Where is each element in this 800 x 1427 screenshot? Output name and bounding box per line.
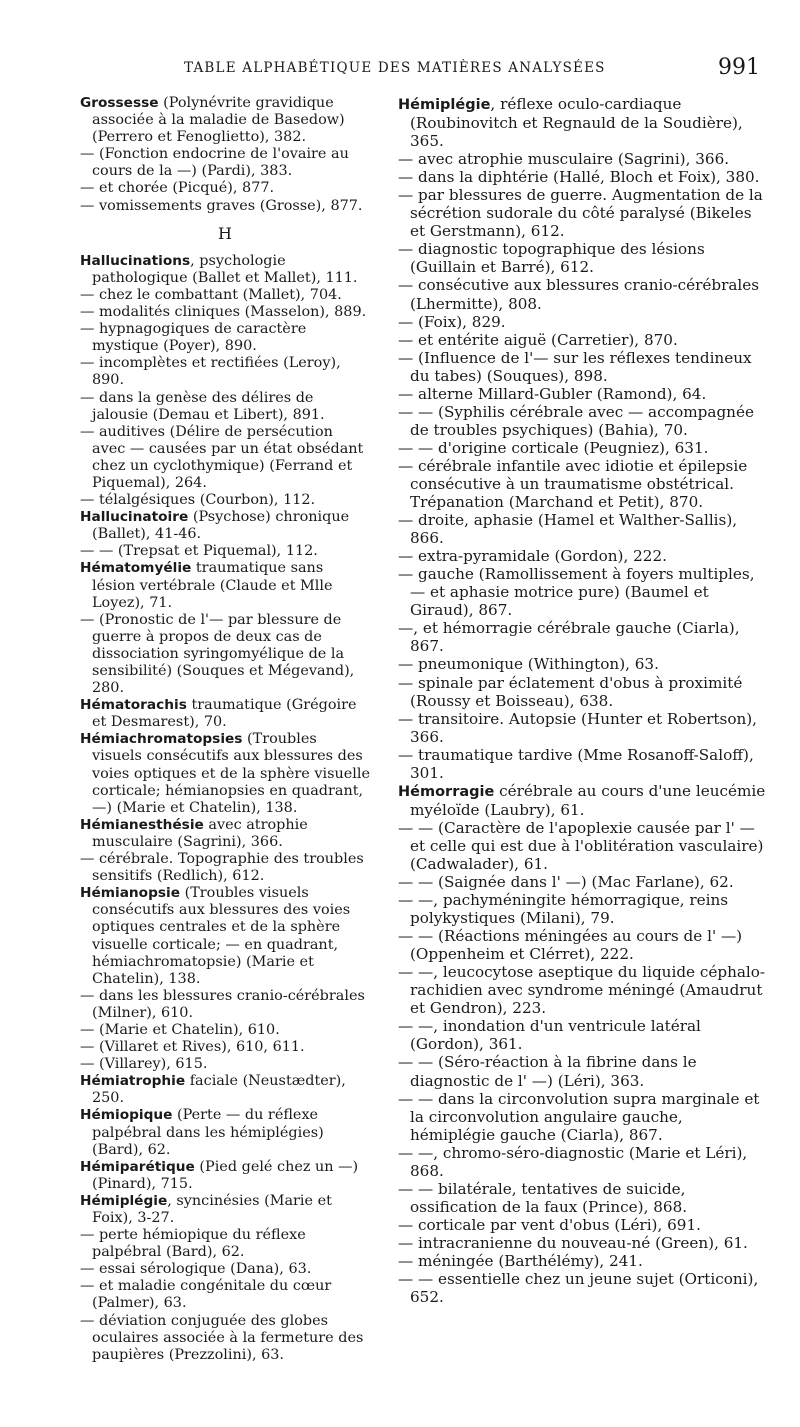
entry-text: traumatique (Grégoire et Desmarest), 70. [92,697,357,731]
entry-text: — essai sérologique (Dana), 63. [80,1261,312,1278]
index-subentry [80,424,370,492]
page-number: 991 [718,55,760,80]
entry-text: — télalgésiques (Courbon), 112. [80,492,316,509]
index-subentry [398,565,766,619]
entry-text: — droite, aphasie (Hamel et Walther-Sallis), 866. [398,511,738,548]
index-subentry [398,1053,766,1089]
index-subentry [80,1056,370,1073]
index-subentry [80,543,370,560]
entry-text: — modalités cliniques (Masselon), 889. [80,304,367,321]
index-subentry [398,819,766,873]
index-entry [80,1073,370,1107]
entry-text: — —, chromo-séro-diagnostic (Marie et Léri), 868. [398,1143,748,1180]
right-entries [398,95,766,1306]
index-subentry [398,1252,766,1270]
entry-text: — chez le combattant (Mallet), 704. [80,286,342,303]
index-subentry [80,1227,370,1261]
index-entry [398,782,766,819]
entry-text: — hypnagogiques de caractère mystique (Poyer), 890. [80,321,307,355]
index-subentry [398,1144,766,1180]
index-subentry [80,304,370,321]
entry-text: — et maladie congénitale du cœur (Palmer), 63. [80,1278,332,1312]
index-subentry [80,198,370,215]
entry-headword: Hallucinations [80,252,191,269]
left-entries-after [80,253,370,1364]
entry-text: — méningée (Barthélémy), 241. [398,1252,643,1270]
entry-text: (Pied gelé chez un —) (Pinard), 715. [92,1158,359,1192]
index-subentry [80,1278,370,1312]
index-subentry [398,1017,766,1053]
entry-text: — alterne Millard-Gubler (Ramond), 64. [398,384,707,403]
entry-text: — transitoire. Autopsie (Hunter et Robertson), 366. [398,709,758,746]
entry-headword: Hémiachromatopsies [80,731,243,748]
entry-text: — consécutive aux blessures cranio-cérébrales (Lhermitte), 808. [398,276,760,313]
left-entries-before [80,95,370,215]
entry-text: — par blessures de guerre. Augmentation de la sécrétion sudorale du côté paralysé (Bikeles et Gerstmann), 612. [398,186,763,241]
entry-text: — perte hémiopique du réflexe palpébral (Bard), 62. [80,1227,306,1261]
entry-text: — (Foix), 829. [398,312,506,331]
index-subentry [398,873,766,891]
entry-text: — cérébrale. Topographie des troubles sensitifs (Redlich), 612. [80,851,364,885]
entry-text: traumatique sans lésion vertébrale (Claude et Mlle Loyez), 71. [92,560,333,611]
index-subentry [80,988,370,1022]
entry-text: (Troubles visuels consécutifs aux blessures des voies optiques centrales et de la sphère visuelle corticale; — en quadrant, hémiachromatopsie) (Marie et Chatelin), 138. [92,885,351,987]
index-subentry [398,619,766,655]
index-subentry [80,612,370,697]
index-subentry [80,1313,370,1364]
entry-text: — —, inondation d'un ventricule latéral (Gordon), 361. [398,1017,701,1054]
index-subentry [80,1022,370,1039]
entry-text: , syncinésies (Marie et Foix), 3-27. [92,1192,332,1226]
entry-headword: Hallucinatoire [80,509,189,526]
index-entry [80,1159,370,1193]
entry-text: — — (Syphilis cérébrale avec — accompagnée de troubles psychiques) (Bahia), 70. [398,402,754,439]
entry-text: — — (Caractère de l'apoplexie causée par l' — et celle qui est due à l'oblitération vasculaire) (Cadwalader), 61. [398,818,764,873]
index-subentry [398,963,766,1017]
entry-text: — intracranienne du nouveau-né (Green), 61. [398,1233,748,1252]
entry-text: — — (Séro-réaction à la fibrine dans le diagnostic de l' —) (Léri), 363. [398,1053,697,1090]
entry-headword: Hémiopique [80,1107,173,1124]
entry-text: cérébrale au cours d'une leucémie myéloïde (Laubry), 61. [410,781,766,819]
entry-headword: Hémiplégie [398,97,491,113]
entry-headword: Hémorragie [398,783,495,800]
entry-text: — auditives (Délire de persécution avec — causées par un état obsédant chez un cyclothymique) (Ferrand et Piquemal), 264. [80,423,364,491]
index-subentry [398,331,766,349]
index-subentry [80,287,370,304]
entry-text: — dans la genèse des délires de jalousie (Demau et Libert), 891. [80,389,325,423]
index-entry [80,731,370,816]
entry-headword: Hémiatrophie [80,1073,186,1090]
index-subentry [398,403,766,439]
entry-text: — spinale par éclatement d'obus à proximité (Roussy et Boisseau), 638. [398,673,743,710]
index-subentry [398,746,766,782]
index-subentry [398,927,766,963]
entry-text: — et chorée (Picqué), 877. [80,180,275,197]
index-subentry [398,1216,766,1234]
index-entry [398,95,766,150]
entry-text: —, et hémorragie cérébrale gauche (Ciarla), 867. [398,619,740,656]
entry-headword: Hémianopsie [80,885,180,902]
index-subentry [80,180,370,197]
index-entry [80,1107,370,1158]
index-subentry [80,851,370,885]
index-subentry [80,492,370,509]
entry-text: — — (Saignée dans l' —) (Mac Farlane), 62. [398,873,734,892]
entry-text: — — d'origine corticale (Peugniez), 631. [398,438,709,457]
index-subentry [398,240,766,276]
index-subentry [398,1090,766,1144]
entry-text: — (Influence de l'— sur les réflexes tendineux du tabes) (Souques), 898. [398,348,752,385]
entry-text: — traumatique tardive (Mme Rosanoff-Saloff), 301. [398,745,754,782]
entry-text: — dans les blessures cranio-cérébrales (Milner), 610. [80,987,365,1021]
entry-text: — (Villarey), 615. [80,1056,208,1073]
index-subentry [398,710,766,746]
index-subentry [398,439,766,457]
entry-headword: Grossesse [80,95,159,111]
entry-headword: Hémiplégie [80,1192,168,1209]
entry-text: — (Marie et Chatelin), 610. [80,1021,280,1038]
entry-text: — extra-pyramidale (Gordon), 222. [398,547,667,566]
index-subentry [80,390,370,424]
entry-text: — (Villaret et Rives), 610, 611. [80,1039,305,1056]
entry-headword: Hémiparétique [80,1158,195,1175]
left-column [80,95,370,1364]
entry-text: — — essentielle chez un jeune sujet (Orticoni), 652. [398,1270,759,1307]
index-subentry [80,355,370,389]
index-subentry [398,150,766,168]
entry-text: — — (Trepsat et Piquemal), 112. [80,543,318,560]
page-header [80,55,760,84]
entry-text: — et entérite aiguë (Carretier), 870. [398,330,678,349]
right-column [398,95,766,1306]
index-subentry [398,313,766,331]
entry-text: (Psychose) chronique (Ballet), 41-46. [92,509,350,543]
index-subentry [398,655,766,673]
entry-text: — vomissements graves (Grosse), 877. [80,197,363,214]
entry-headword: Hématomyélie [80,560,192,577]
index-subentry [398,276,766,312]
entry-text: — incomplètes et rectifiées (Leroy), 890. [80,355,341,389]
entry-text: — gauche (Ramollissement à foyers multiples, — et aphasie motrice pure) (Baumel et Giraud), 867. [398,565,755,620]
index-entry [80,509,370,543]
entry-text: (Polynévrite gravidique associée à la maladie de Basedow) (Perrero et Fenoglietto), 382. [92,95,345,146]
entry-text: — dans la diphtérie (Hallé, Bloch et Foix), 380. [398,168,760,187]
index-entry [80,817,370,851]
index-subentry [80,1039,370,1056]
entry-headword: Hémianesthésie [80,816,204,833]
index-subentry [80,1261,370,1278]
index-subentry [398,511,766,547]
running-title: TABLE ALPHABÉTIQUE DES MATIÈRES ANALYSÉES [184,60,606,76]
entry-text: — —, leucocytose aseptique du liquide céphalo-rachidien avec syndrome méningé (Amaudrut et Gendron), 223. [398,963,766,1018]
index-entry [80,253,370,287]
entry-text: — —, pachyméningite hémorragique, reins polykystiques (Milani), 79. [398,891,729,928]
index-entry [80,1193,370,1227]
index-entry [80,95,370,146]
entry-text: — avec atrophie musculaire (Sagrini), 366. [398,150,730,169]
entry-text: — corticale par vent d'obus (Léri), 691. [398,1215,701,1234]
entry-text: — déviation conjuguée des globes oculaires associée à la fermeture des paupières (Prezzolini), 63. [80,1312,364,1363]
index-subentry [398,385,766,403]
entry-text: — diagnostic topographique des lésions (Guillain et Barré), 612. [398,240,705,277]
entry-text: — cérébrale infantile avec idiotie et épilepsie consécutive à un traumatisme obstétrical. Trépanation (Marchand et Petit), 870. [398,456,748,512]
index-subentry [398,186,766,240]
entry-text: — pneumonique (Withington), 63. [398,655,659,674]
entry-text: — — (Réactions méningées au cours de l' —) (Oppenheim et Clérret), 222. [398,927,743,964]
index-entry [80,560,370,611]
index-subentry [398,674,766,710]
entry-text: — (Fonction endocrine de l'ovaire au cours de la —) (Pardi), 383. [80,146,349,180]
index-subentry [80,321,370,355]
index-entry [80,697,370,731]
entry-text: — — dans la circonvolution supra marginale et la circonvolution angulaire gauche, hémiplégie gauche (Ciarla), 867. [398,1089,760,1144]
index-subentry [398,349,766,385]
entry-text: (Perte — du réflexe palpébral dans les hémiplégies) (Bard), 62. [92,1107,324,1158]
index-subentry [398,891,766,927]
index-subentry [398,1234,766,1252]
entry-headword: Hématorachis [80,697,187,714]
index-subentry [398,168,766,186]
entry-text: (Troubles visuels consécutifs aux blessures des voies optiques et de la sphère visuelle corticale; hémianopsies en quadrant, —) (Marie et Chatelin), 138. [92,731,370,816]
entry-text: , réflexe oculo-cardiaque (Roubinovitch et Regnauld de la Soudière), 365. [410,95,743,151]
section-letter: H [218,223,232,243]
entry-text: , psychologie pathologique (Ballet et Mallet), 111. [92,252,358,286]
index-subentry [398,457,766,511]
entry-text: — — bilatérale, tentatives de suicide, ossification de la faux (Prince), 868. [398,1179,688,1216]
index-entry [80,885,370,988]
index-subentry [398,1270,766,1306]
index-subentry [398,1180,766,1216]
index-subentry [398,547,766,565]
entry-text: — (Pronostic de l'— par blessure de guerre à propos de deux cas de dissociation syringomyélique de la sensibilité) (Souques et Mégevand), 280. [80,611,355,697]
entry-text: avec atrophie musculaire (Sagrini), 366. [92,816,308,850]
index-subentry [80,146,370,180]
entry-text: faciale (Neustædter), 250. [92,1073,346,1107]
